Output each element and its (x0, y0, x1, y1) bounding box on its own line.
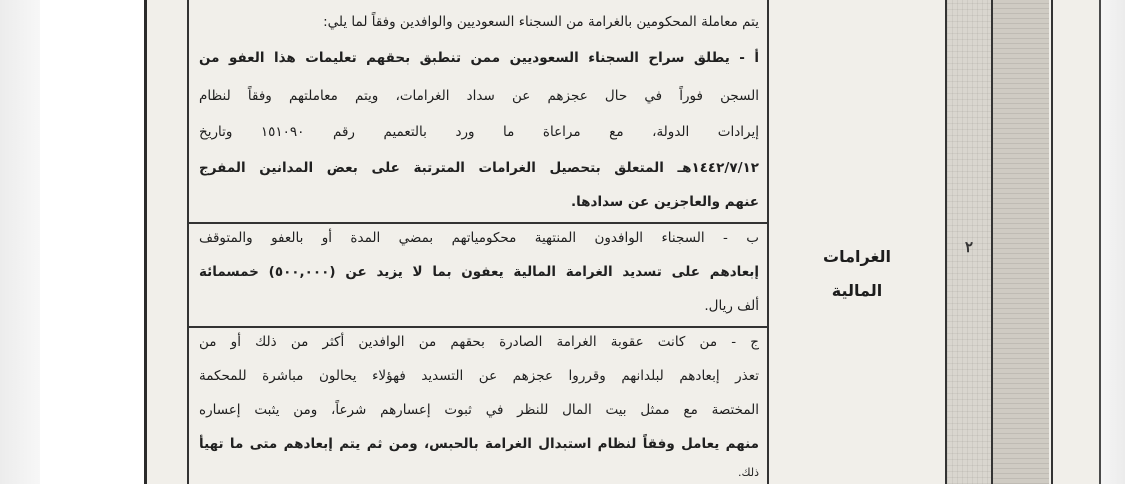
document-page (144, 0, 1101, 484)
text-line-b2: إبعادهم على تسديد الغرامة المالية يعفون بما لا يزيد عن (٥٠٠,٠٠٠) خمسمائة (199, 264, 760, 280)
text-line-intro: يتم معاملة المحكومين بالغرامة من السجناء السعوديين والوافدين وفقاً لما يلي: (323, 14, 759, 30)
text-line-c1: ج - من كانت عقوبة الغرامة الصادرة بحقهم من الوافدين أكثر من ذلك أو من (199, 334, 759, 350)
row-number: ٢ (964, 238, 974, 256)
text-line-a2: السجن فوراً في حال عجزهم عن سداد الغرامات، ويتم معاملتهم وفقاً لنظام (199, 88, 759, 104)
provision-text-cell (189, 0, 769, 484)
section-divider-c (189, 326, 767, 328)
section-divider-b (189, 222, 767, 224)
provision-title-line-2: المالية (831, 281, 883, 300)
text-line-a1: أ - يطلق سراح السجناء السعوديين ممن تنطبق بحقهم تعليمات هذا العفو من (199, 50, 759, 66)
text-line-a3: إيرادات الدولة، مع مراعاة ما ورد بالتعميم رقم ١٥١٠٩٠ وتاريخ (199, 124, 759, 140)
viewer-background-left (0, 0, 40, 484)
text-line-a5: عنهم والعاجزين عن سدادها. (570, 194, 759, 210)
text-line-b3: ألف ريال. (704, 298, 759, 314)
text-line-c4: منهم يعامل وفقاً لنظام استبدال الغرامة بالحبس، ومن ثم يتم إبعادهم متى ما تهيأ (199, 436, 759, 452)
text-line-c5: ذلك. (737, 466, 759, 479)
text-line-c2: تعذر إبعادهم لبلدانهم وقرروا عجزهم عن التسديد فهؤلاء يحالون مباشرة للمحكمة (199, 368, 759, 384)
text-line-b1: ب - السجناء الوافدون المنتهية محكومياتهم بمضي المدة أو بالعفو والمتوقف (199, 230, 759, 246)
text-line-c3: المختصة مع ممثل بيت المال للنظر في ثبوت إعسارهم شرعاً، ومن يثبت إعساره (199, 402, 759, 418)
row-number-cell (947, 0, 993, 484)
table-frame (187, 0, 1053, 484)
text-line-a4: ١٤٤٢/٧/١٢هـ المتعلق بتحصيل الغرامات المترتبة على بعض المدانين المفرج (199, 160, 759, 176)
provision-title-cell (769, 0, 947, 484)
page-edge-shadow (993, 0, 1049, 484)
provision-title-line-1: الغرامات (823, 247, 891, 266)
provision-title (769, 240, 945, 308)
